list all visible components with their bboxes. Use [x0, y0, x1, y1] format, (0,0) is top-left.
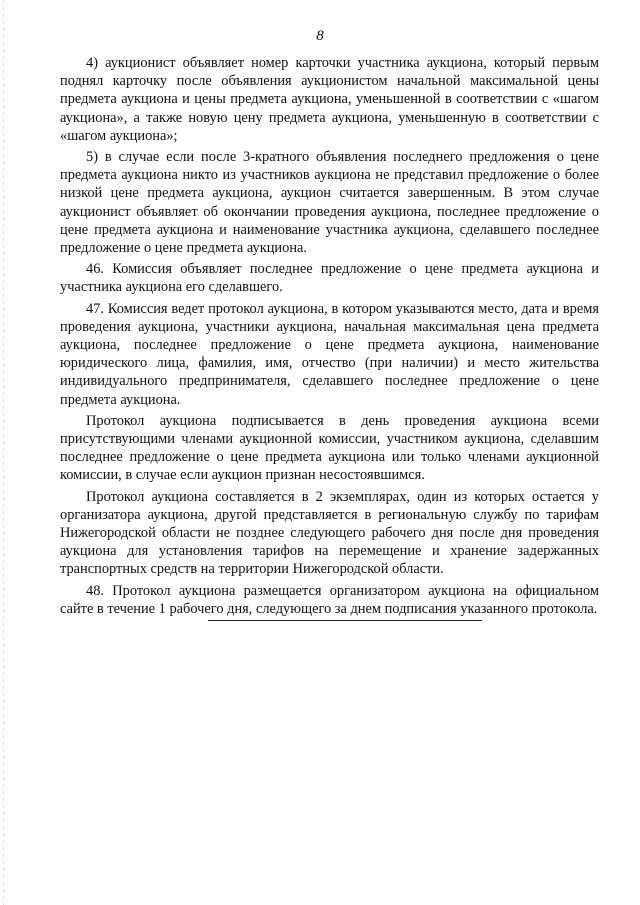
page-number: 8 [316, 28, 324, 44]
paragraph-item-4: 4) аукционист объявляет номер карточки участника аукциона, который первым поднял карточку после объявления аукционистом начальной максимальной цены предмета аукциона и цены предмета аукциона, уменьшенной в соответствии с «шагом аукциона», а также новую цену предмета аукциона, уменьшенную в соответствии с «шагом аукциона»; [60, 55, 599, 144]
paragraph-item-5: 5) в случае если после 3-кратного объявления последнего предложения о цене предмета аукциона никто из участников аукциона не представил предложение о более низкой цене предмета аукциона, аукцион считается завершенным. В этом случае аукционист объявляет об окончании проведения аукциона, последнее предложение о цене предмета аукциона и наименование участника аукциона, сделавшего последнее предложение о цене предмета аукциона. [60, 149, 599, 257]
paragraph-protocol-copies: Протокол аукциона составляется в 2 экземплярах, один из которых остается у организатора аукциона, другой представляется в региональную службу по тарифам Нижегородской области не позднее следующего рабочего дня после дня проведения аукциона для установления тарифов на перемещение и хранение задержанных транспортных средств на территории Нижегородской области. [60, 488, 599, 578]
paragraph-clause-48: 48. Протокол аукциона размещается организатором аукциона на официальном сайте в течение 1 рабочего дня, следующего за днем подписания указанного протокола. [60, 582, 599, 617]
paragraph-clause-46: 46. Комиссия объявляет последнее предложение о цене предмета аукциона и участника аукциона его сделавшего. [60, 261, 599, 296]
paragraph-clause-47: 47. Комиссия ведет протокол аукциона, в котором указываются место, дата и время проведения аукциона, участники аукциона, начальная максимальная цена предмета аукциона, последнее предложение о цене предмета аукциона, наименование юридического лица, фамилия, имя, отчество (при наличии) и место жительства индивидуального предпринимателя, сделавшего последнее предложение о цене предмета аукциона. [60, 300, 599, 408]
end-divider-line [208, 620, 482, 621]
scan-edge-artifact [3, 0, 4, 905]
paragraph-protocol-signing: Протокол аукциона подписывается в день проведения аукциона всеми присутствующими членами аукционной комиссии, участником аукциона, сделавшим последнее предложение о цене предмета аукциона или только членами аукционной комиссии, в случае если аукцион признан несостоявшимся. [60, 412, 599, 484]
document-body [60, 54, 599, 618]
